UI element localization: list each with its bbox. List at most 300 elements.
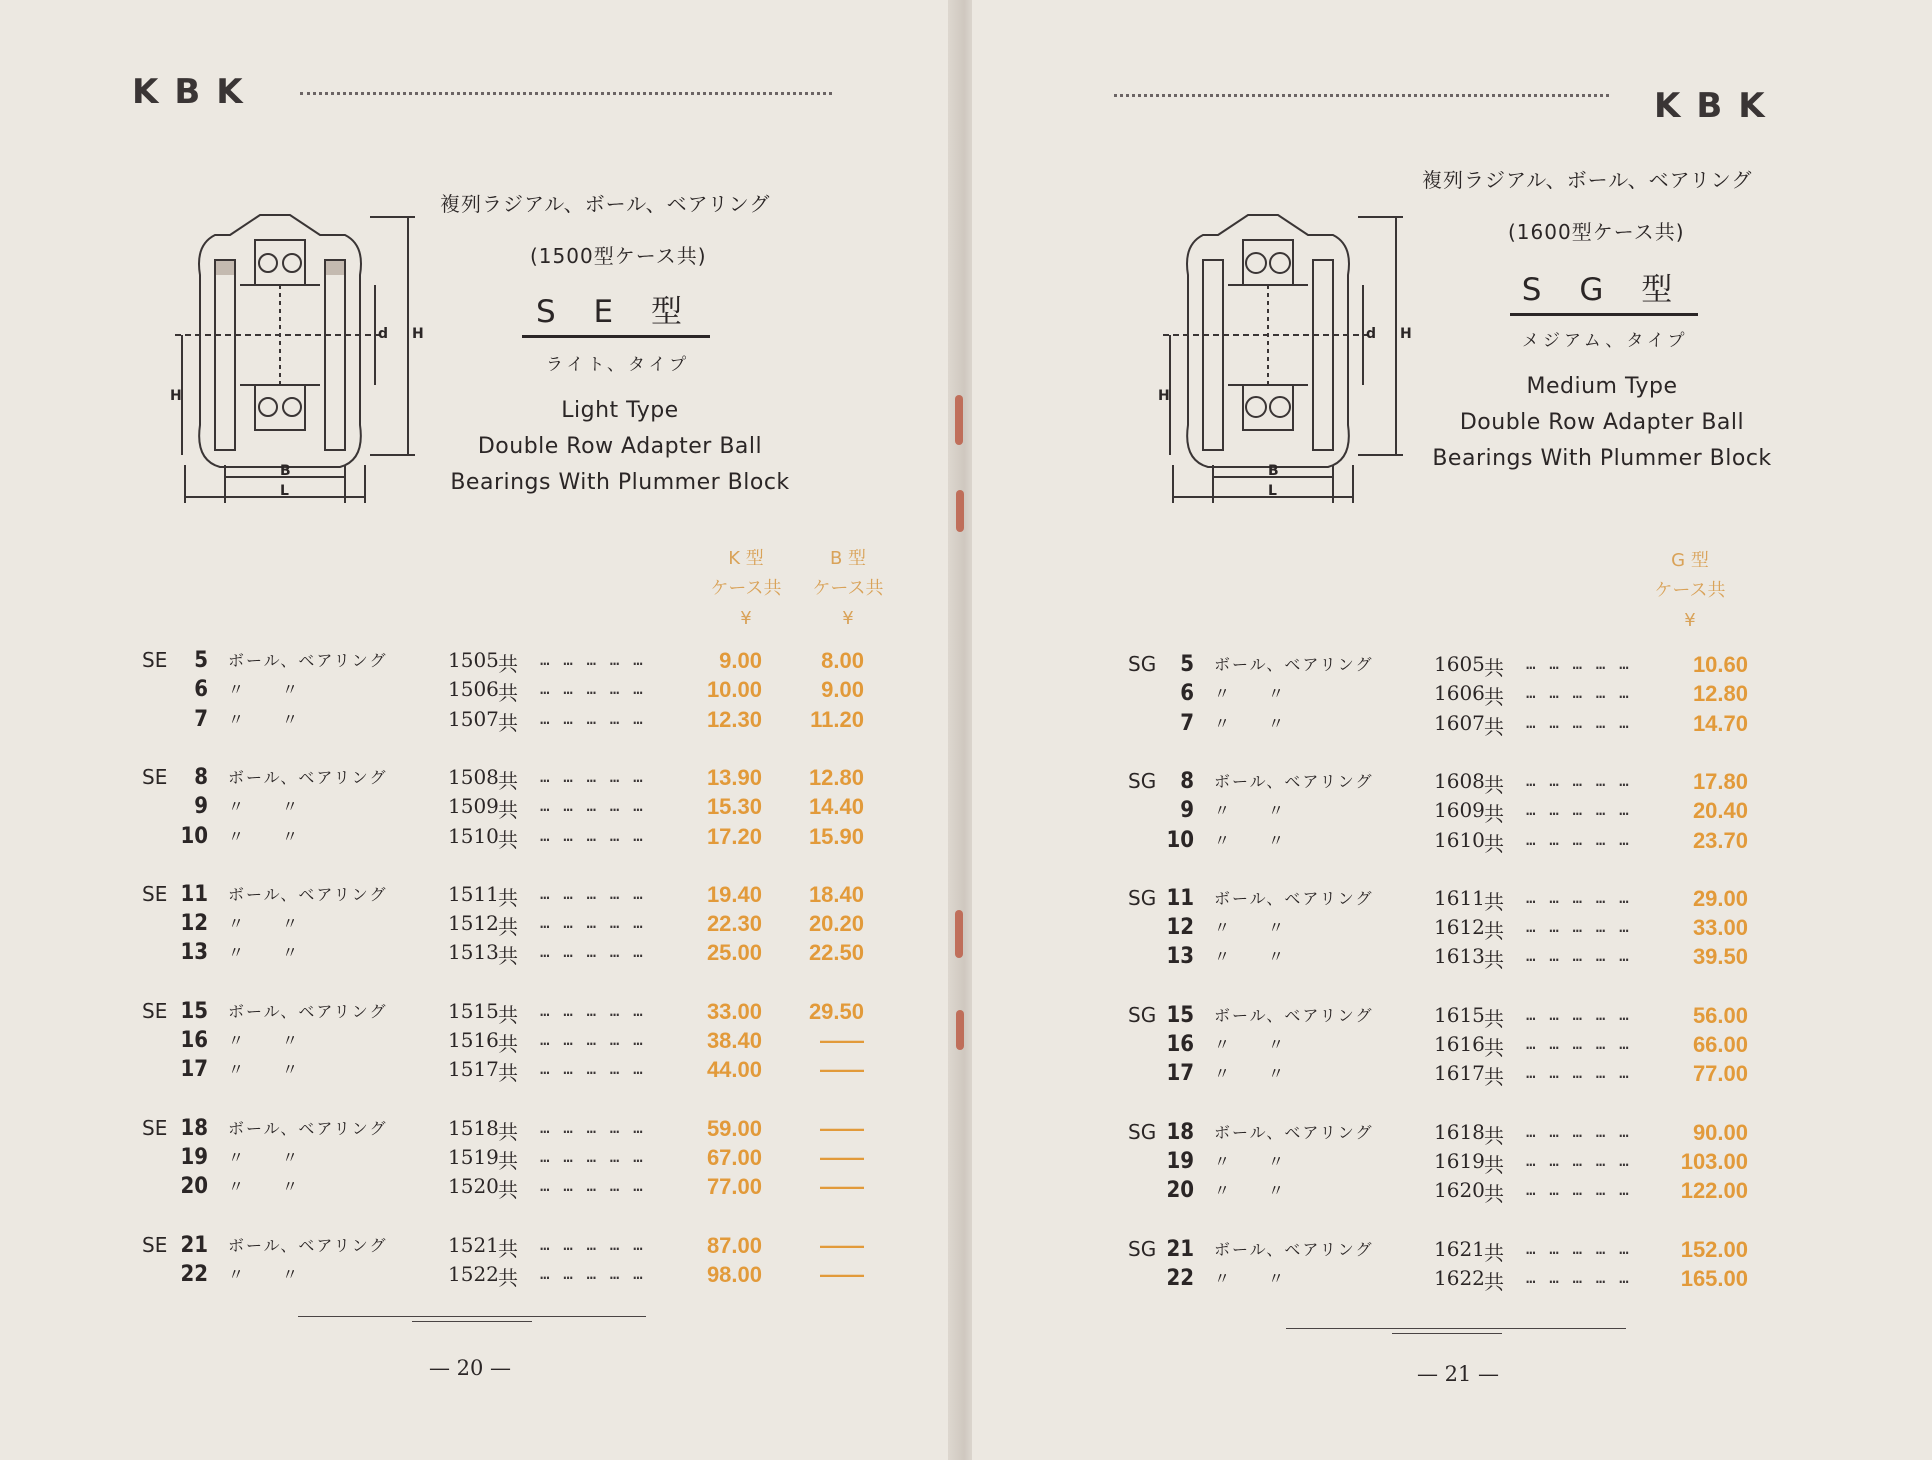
row-name: 〃 〃 <box>228 826 301 846</box>
row-leader-dots: … … … … … <box>1526 1180 1631 1200</box>
row-price-2: —— <box>820 1232 864 1258</box>
row-code: 1622 <box>1434 1265 1485 1290</box>
row-name: ボール、ベアリング <box>1214 771 1374 791</box>
row-name: 〃 〃 <box>228 1060 301 1080</box>
row-price-1: 33.00 <box>706 998 762 1024</box>
row-name: 〃 〃 <box>1214 830 1287 850</box>
row-code: 1522 <box>448 1261 499 1286</box>
table-row <box>0 999 960 1027</box>
row-price-1: 20.40 <box>1692 798 1748 824</box>
row-size: 7 <box>1180 710 1194 736</box>
row-leader-dots: … … … … … <box>540 1059 645 1079</box>
table-row <box>0 1028 960 1056</box>
footer-rule <box>1286 1328 1626 1329</box>
row-size: 8 <box>1180 768 1194 794</box>
bearing-diagram <box>1158 205 1418 505</box>
row-code: 1610 <box>1434 827 1485 852</box>
row-name: ボール、ベアリング <box>228 1001 388 1021</box>
row-price-2: —— <box>820 1028 864 1053</box>
row-name: ボール、ベアリング <box>228 1235 388 1255</box>
dim-label-d: d <box>378 326 389 342</box>
row-code: 1509 <box>448 794 499 819</box>
table-row <box>0 1145 960 1173</box>
model-title: S G 型 <box>1510 264 1698 316</box>
row-leader-dots: … … … … … <box>540 883 645 903</box>
row-price-2: —— <box>820 1174 864 1200</box>
table-row <box>0 648 960 676</box>
row-code: 1507 <box>448 706 499 731</box>
row-name: 〃 〃 <box>1214 713 1287 733</box>
row-code: 1519 <box>448 1144 499 1169</box>
footer-rule-short <box>412 1321 532 1322</box>
row-price-1: 67.00 <box>706 1144 762 1170</box>
row-prefix: SE <box>142 764 168 789</box>
row-name: ボール、ベアリング <box>228 651 388 670</box>
row-prefix: SE <box>142 881 168 906</box>
table-row <box>0 1174 960 1202</box>
row-size: 22 <box>1166 1265 1194 1291</box>
row-prefix: SG <box>1128 652 1157 676</box>
row-prefix: SG <box>1128 1119 1157 1144</box>
desc-line2: Bearings With Plummer Block <box>450 470 790 495</box>
row-code: 1620 <box>1434 1178 1485 1203</box>
row-leader-dots: … … … … … <box>1526 1267 1631 1287</box>
row-leader-dots: … … … … … <box>540 679 645 699</box>
row-suffix: 共 <box>498 798 520 823</box>
row-size: 11 <box>180 881 208 907</box>
row-size: 9 <box>194 794 208 820</box>
table-row <box>972 944 1932 972</box>
row-price-2: 14.40 <box>808 794 864 820</box>
row-suffix: 共 <box>1484 1006 1506 1031</box>
row-price-1: 15.30 <box>706 794 762 820</box>
row-prefix: SG <box>1128 1002 1157 1027</box>
row-name: ボール、ベアリング <box>228 1118 388 1138</box>
row-suffix: 共 <box>498 1236 520 1261</box>
row-name: ボール、ベアリング <box>1214 1122 1374 1142</box>
table-row <box>972 1120 1932 1148</box>
row-name: 〃 〃 <box>228 1147 301 1167</box>
row-code: 1511 <box>448 881 499 906</box>
row-size: 18 <box>1166 1119 1194 1145</box>
row-price-1: 29.00 <box>1692 885 1748 911</box>
row-price-2: 15.90 <box>808 823 864 849</box>
row-price-2: 11.20 <box>810 706 864 732</box>
row-suffix: 共 <box>1484 831 1506 856</box>
table-row <box>0 1116 960 1144</box>
row-size: 8 <box>194 764 208 790</box>
row-price-1: 25.00 <box>706 940 762 966</box>
row-suffix: 共 <box>498 915 520 940</box>
row-prefix: SG <box>1128 885 1157 910</box>
table-row <box>972 1061 1932 1089</box>
row-size: 12 <box>1166 915 1194 941</box>
row-code: 1517 <box>448 1057 499 1082</box>
brand-logo: KBK <box>132 72 259 112</box>
table-row <box>0 824 960 852</box>
dim-label-H: H <box>412 326 424 342</box>
row-code: 1615 <box>1434 1002 1485 1027</box>
row-size: 18 <box>180 1115 208 1141</box>
row-leader-dots: … … … … … <box>1526 829 1631 849</box>
table-row <box>972 1003 1932 1031</box>
row-suffix: 共 <box>498 768 520 793</box>
row-price-2: —— <box>820 1144 864 1170</box>
type-jp: ライト、タイプ <box>546 355 691 375</box>
row-size: 6 <box>194 677 208 703</box>
row-leader-dots: … … … … … <box>1526 770 1631 790</box>
row-suffix: 共 <box>498 944 520 969</box>
row-suffix: 共 <box>1484 1269 1506 1294</box>
row-name: 〃 〃 <box>1214 1268 1287 1288</box>
row-price-1: 66.00 <box>1692 1032 1748 1057</box>
row-leader-dots: … … … … … <box>540 1000 645 1020</box>
row-price-1: 23.70 <box>1692 827 1748 853</box>
type-en: Light Type <box>561 398 679 423</box>
ink-stain <box>956 490 964 532</box>
row-suffix: 共 <box>498 1178 520 1203</box>
row-size: 17 <box>180 1057 208 1083</box>
row-leader-dots: … … … … … <box>540 796 645 816</box>
row-suffix: 共 <box>498 652 520 676</box>
row-leader-dots: … … … … … <box>540 825 645 845</box>
row-price-1: 90.00 <box>1692 1119 1748 1145</box>
table-row <box>972 1149 1932 1177</box>
dim-label-H: H <box>1400 326 1412 342</box>
row-leader-dots: … … … … … <box>540 766 645 786</box>
row-suffix: 共 <box>1484 889 1506 914</box>
row-name: ボール、ベアリング <box>1214 1005 1374 1025</box>
table-row <box>0 707 960 735</box>
table-row <box>972 681 1932 709</box>
decorative-rule <box>1114 82 1609 97</box>
ink-stain <box>956 1010 964 1050</box>
row-price-2: 8.00 <box>821 648 864 673</box>
row-prefix: SG <box>1128 1236 1157 1261</box>
row-leader-dots: … … … … … <box>1526 1063 1631 1083</box>
row-code: 1619 <box>1434 1148 1485 1173</box>
desc-line2: Bearings With Plummer Block <box>1432 446 1772 471</box>
row-leader-dots: … … … … … <box>1526 887 1631 907</box>
row-code: 1518 <box>448 1115 499 1140</box>
dim-label-H-left: H <box>1158 388 1170 404</box>
row-price-1: 38.40 <box>706 1028 762 1053</box>
bearing-diagram <box>170 205 430 505</box>
row-price-1: 103.00 <box>1680 1148 1748 1174</box>
row-price-1: 17.20 <box>706 823 762 849</box>
row-size: 20 <box>1166 1178 1194 1204</box>
row-suffix: 共 <box>498 1148 520 1173</box>
row-prefix: SE <box>142 998 168 1023</box>
model-title: S E 型 <box>522 286 710 338</box>
row-suffix: 共 <box>1484 772 1506 797</box>
row-leader-dots: … … … … … <box>1526 1121 1631 1141</box>
row-size: 9 <box>1180 798 1194 824</box>
table-row <box>0 765 960 793</box>
footer-rule-short <box>1392 1333 1502 1334</box>
row-code: 1621 <box>1434 1236 1485 1261</box>
col-header-g: G 型 ケース共 ¥ <box>1654 550 1726 631</box>
row-price-1: 87.00 <box>706 1232 762 1258</box>
row-code: 1608 <box>1434 768 1485 793</box>
row-leader-dots: … … … … … <box>1526 800 1631 820</box>
row-size: 16 <box>1166 1032 1194 1057</box>
type-jp: メジアム、タイプ <box>1522 331 1689 351</box>
row-name: ボール、ベアリング <box>1214 655 1374 674</box>
row-leader-dots: … … … … … <box>540 1263 645 1283</box>
row-prefix: SE <box>142 1115 168 1140</box>
table-row <box>972 798 1932 826</box>
row-suffix: 共 <box>1484 802 1506 827</box>
table-row <box>972 1237 1932 1265</box>
row-name: ボール、ベアリング <box>1214 1239 1374 1259</box>
table-row <box>0 794 960 822</box>
row-size: 10 <box>180 823 208 849</box>
page-21 <box>972 0 1932 1460</box>
row-suffix: 共 <box>1484 714 1506 739</box>
row-price-1: 12.30 <box>706 706 762 732</box>
row-leader-dots: … … … … … <box>540 1146 645 1166</box>
row-name: 〃 〃 <box>228 709 301 729</box>
table-row <box>972 711 1932 739</box>
page-number: — 20 — <box>428 1356 512 1380</box>
row-name: 〃 〃 <box>228 1031 301 1050</box>
row-leader-dots: … … … … … <box>1526 712 1631 732</box>
row-leader-dots: … … … … … <box>1526 1034 1631 1053</box>
row-size: 13 <box>180 940 208 966</box>
row-suffix: 共 <box>1484 1036 1506 1060</box>
desc-line1: Double Row Adapter Ball <box>477 434 763 459</box>
row-suffix: 共 <box>1484 1123 1506 1148</box>
row-name: 〃 〃 <box>228 1264 301 1284</box>
row-code: 1520 <box>448 1174 499 1199</box>
row-leader-dots: … … … … … <box>1526 654 1631 673</box>
row-code: 1521 <box>448 1232 499 1257</box>
row-price-2: —— <box>820 1261 864 1287</box>
row-suffix: 共 <box>1484 685 1506 710</box>
table-row <box>0 911 960 939</box>
row-price-1: 9.00 <box>719 648 762 673</box>
row-suffix: 共 <box>1484 919 1506 944</box>
row-price-1: 14.70 <box>1692 710 1748 736</box>
table-row <box>972 1032 1932 1060</box>
row-prefix: SE <box>142 648 168 672</box>
row-suffix: 共 <box>498 1265 520 1290</box>
row-name: ボール、ベアリング <box>1214 888 1374 908</box>
dim-label-H-left: H <box>170 388 182 404</box>
row-code: 1606 <box>1434 681 1485 706</box>
row-price-1: 77.00 <box>706 1174 762 1200</box>
row-code: 1505 <box>448 648 499 672</box>
row-name: 〃 〃 <box>1214 1151 1287 1171</box>
row-price-1: 17.80 <box>1692 768 1748 794</box>
row-name: 〃 〃 <box>228 914 301 934</box>
row-price-2: 9.00 <box>821 677 864 703</box>
row-size: 19 <box>180 1144 208 1170</box>
row-code: 1516 <box>448 1028 499 1052</box>
table-row <box>972 652 1932 680</box>
subtitle-jp: (1500型ケース共) <box>530 244 707 268</box>
row-name: 〃 〃 <box>1214 1035 1287 1054</box>
row-leader-dots: … … … … … <box>540 708 645 728</box>
row-suffix: 共 <box>1484 1240 1506 1265</box>
row-size: 15 <box>180 998 208 1024</box>
row-leader-dots: … … … … … <box>540 1176 645 1196</box>
row-price-1: 59.00 <box>706 1115 762 1141</box>
row-size: 19 <box>1166 1148 1194 1174</box>
row-price-1: 39.50 <box>1692 944 1748 970</box>
row-suffix: 共 <box>498 681 520 706</box>
row-prefix: SG <box>1128 768 1157 793</box>
col-header-k: K 型 ケース共 ¥ <box>710 548 782 629</box>
type-en: Medium Type <box>1526 374 1678 399</box>
dim-label-L: L <box>280 483 289 499</box>
row-name: 〃 〃 <box>1214 918 1287 938</box>
table-row <box>972 915 1932 943</box>
row-name: 〃 〃 <box>1214 1181 1287 1201</box>
row-code: 1612 <box>1434 915 1485 940</box>
table-row <box>0 940 960 968</box>
row-price-2: —— <box>820 1057 864 1083</box>
col-header-b: B 型 ケース共 ¥ <box>812 548 884 629</box>
row-suffix: 共 <box>1484 1065 1506 1090</box>
table-row <box>0 882 960 910</box>
row-name: 〃 〃 <box>228 680 301 700</box>
row-code: 1609 <box>1434 798 1485 823</box>
row-code: 1605 <box>1434 652 1485 676</box>
row-suffix: 共 <box>498 1119 520 1144</box>
row-leader-dots: … … … … … <box>540 1234 645 1254</box>
ink-stain <box>955 910 963 958</box>
row-size: 5 <box>194 648 208 673</box>
table-row <box>0 1262 960 1290</box>
row-price-1: 44.00 <box>706 1057 762 1083</box>
row-suffix: 共 <box>498 827 520 852</box>
dim-label-L: L <box>1268 483 1277 499</box>
row-price-1: 10.00 <box>706 677 762 703</box>
row-price-1: 165.00 <box>1680 1265 1748 1291</box>
row-leader-dots: … … … … … <box>1526 917 1631 937</box>
footer-rule <box>298 1316 646 1317</box>
row-size: 16 <box>180 1028 208 1053</box>
row-code: 1515 <box>448 998 499 1023</box>
row-size: 7 <box>194 706 208 732</box>
dim-label-B: B <box>1268 463 1279 479</box>
row-name: 〃 〃 <box>1214 684 1287 704</box>
table-row <box>972 886 1932 914</box>
row-price-1: 12.80 <box>1692 681 1748 707</box>
row-size: 20 <box>180 1174 208 1200</box>
row-price-2: 18.40 <box>808 881 864 907</box>
row-size: 5 <box>1180 652 1194 677</box>
subtitle-jp: (1600型ケース共) <box>1508 220 1685 244</box>
row-price-2: 20.20 <box>808 911 864 937</box>
row-price-1: 10.60 <box>1692 652 1748 677</box>
row-code: 1506 <box>448 677 499 702</box>
row-name: 〃 〃 <box>1214 801 1287 821</box>
page-number: — 21 — <box>1416 1362 1500 1386</box>
row-suffix: 共 <box>1484 656 1506 680</box>
row-size: 21 <box>1166 1236 1194 1262</box>
page-20 <box>0 0 960 1460</box>
dim-label-B: B <box>280 463 291 479</box>
row-size: 13 <box>1166 944 1194 970</box>
table-row <box>972 1266 1932 1294</box>
row-leader-dots: … … … … … <box>1526 683 1631 703</box>
row-price-1: 56.00 <box>1692 1002 1748 1028</box>
row-code: 1510 <box>448 823 499 848</box>
row-size: 6 <box>1180 681 1194 707</box>
row-name: 〃 〃 <box>1214 947 1287 967</box>
row-name: ボール、ベアリング <box>228 884 388 904</box>
row-price-1: 152.00 <box>1680 1236 1748 1262</box>
row-leader-dots: … … … … … <box>540 1117 645 1137</box>
row-price-1: 22.30 <box>706 911 762 937</box>
row-code: 1617 <box>1434 1061 1485 1086</box>
row-size: 11 <box>1166 885 1194 911</box>
row-price-1: 33.00 <box>1692 915 1748 941</box>
table-row <box>972 828 1932 856</box>
row-price-2: —— <box>820 1115 864 1141</box>
row-code: 1618 <box>1434 1119 1485 1144</box>
title-jp: 複列ラジアル、ボール、ベアリング <box>1422 168 1753 192</box>
row-code: 1613 <box>1434 944 1485 969</box>
row-leader-dots: … … … … … <box>1526 1150 1631 1170</box>
row-suffix: 共 <box>1484 1182 1506 1207</box>
row-leader-dots: … … … … … <box>540 913 645 933</box>
row-price-1: 77.00 <box>1692 1061 1748 1087</box>
decorative-rule <box>300 80 832 95</box>
row-leader-dots: … … … … … <box>540 650 645 669</box>
row-size: 12 <box>180 911 208 937</box>
row-name: 〃 〃 <box>228 943 301 963</box>
brand-logo: KBK <box>1654 86 1781 126</box>
row-price-1: 98.00 <box>706 1261 762 1287</box>
row-suffix: 共 <box>1484 1152 1506 1177</box>
row-suffix: 共 <box>498 885 520 910</box>
table-row <box>972 769 1932 797</box>
ink-stain <box>955 395 963 445</box>
row-price-2: 12.80 <box>808 764 864 790</box>
row-price-1: 13.90 <box>706 764 762 790</box>
row-code: 1611 <box>1434 885 1485 910</box>
row-leader-dots: … … … … … <box>540 1030 645 1049</box>
row-code: 1508 <box>448 764 499 789</box>
row-price-1: 19.40 <box>706 881 762 907</box>
row-code: 1513 <box>448 940 499 965</box>
table-row <box>0 1057 960 1085</box>
dim-label-d: d <box>1366 326 1377 342</box>
row-name: 〃 〃 <box>228 1177 301 1197</box>
table-row <box>0 677 960 705</box>
row-leader-dots: … … … … … <box>1526 946 1631 966</box>
row-size: 17 <box>1166 1061 1194 1087</box>
table-row <box>972 1178 1932 1206</box>
row-size: 10 <box>1166 827 1194 853</box>
row-leader-dots: … … … … … <box>1526 1238 1631 1258</box>
desc-line1: Double Row Adapter Ball <box>1459 410 1745 435</box>
row-code: 1512 <box>448 911 499 936</box>
table-row <box>0 1233 960 1261</box>
row-size: 22 <box>180 1261 208 1287</box>
row-suffix: 共 <box>498 1002 520 1027</box>
row-suffix: 共 <box>1484 948 1506 973</box>
row-prefix: SE <box>142 1232 168 1257</box>
row-size: 21 <box>180 1232 208 1258</box>
row-leader-dots: … … … … … <box>1526 1004 1631 1024</box>
row-suffix: 共 <box>498 1061 520 1086</box>
row-price-1: 122.00 <box>1680 1178 1748 1204</box>
